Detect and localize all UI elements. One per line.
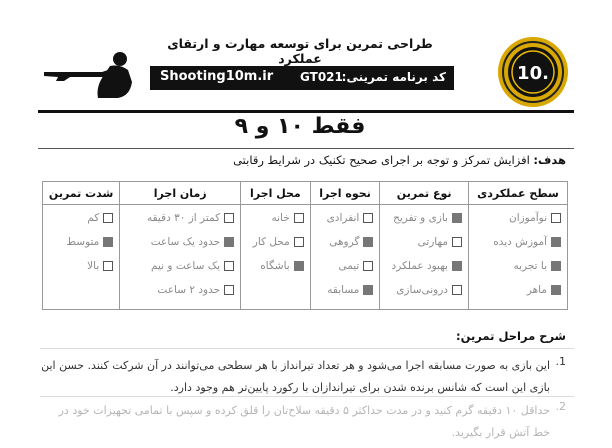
option-label: گروهی [329, 236, 360, 248]
unchecked-box-icon[interactable] [452, 285, 462, 295]
step-number: 2. [555, 400, 566, 413]
checked-box-icon[interactable] [452, 213, 462, 223]
column-header: سطح عملکردی [468, 182, 567, 205]
option-label: ماهر [526, 284, 547, 296]
column-options [241, 205, 311, 310]
option-label: انفرادی [326, 212, 360, 224]
target-logo-icon [497, 36, 569, 108]
page-title: فقط ۱۰ و ۹ [234, 114, 366, 139]
checked-box-icon[interactable] [363, 285, 373, 295]
step-1-line-2: بازی این است که شانس برنده شدن برای تیراندازان با رکورد پایین‌تر هم وجود دارد. [170, 381, 550, 394]
option-item[interactable] [384, 233, 462, 257]
step-2-line-2: خط آتش قرار بگیرید. [451, 426, 550, 439]
option-item[interactable] [245, 209, 304, 233]
step-number: 1. [555, 355, 566, 368]
option-label: یک ساعت و نیم [151, 260, 221, 272]
option-item[interactable] [473, 281, 561, 305]
goal-label: هدف: [533, 153, 566, 167]
title-rule-bottom [38, 148, 574, 149]
option-label: تیمی [338, 260, 360, 272]
divider [40, 348, 574, 349]
unchecked-box-icon[interactable] [103, 261, 113, 271]
column-header: شدت تمرین [43, 182, 120, 205]
option-item[interactable] [245, 233, 304, 257]
option-item[interactable] [47, 233, 113, 257]
option-label: مسابقه [327, 284, 360, 296]
shooter-silhouette-icon [40, 48, 150, 100]
option-item[interactable] [47, 209, 113, 233]
option-item[interactable] [473, 233, 561, 257]
option-label: خانه [271, 212, 290, 224]
column-header: محل اجرا [241, 182, 311, 205]
program-code-value: GT021 [300, 70, 343, 84]
option-item[interactable] [384, 257, 462, 281]
step-2 [46, 400, 566, 444]
option-label: متوسط [66, 236, 100, 248]
unchecked-box-icon[interactable] [294, 237, 304, 247]
column-options [380, 205, 469, 310]
checked-box-icon[interactable] [551, 237, 561, 247]
option-label: باشگاه [260, 260, 290, 272]
column-header: نحوه اجرا [310, 182, 380, 205]
logo-text: 10. [517, 63, 549, 84]
checked-box-icon[interactable] [551, 261, 561, 271]
option-item[interactable] [315, 209, 374, 233]
option-label: بازی و تفریح [393, 212, 448, 224]
option-item[interactable] [384, 209, 462, 233]
training-attributes-table [42, 181, 568, 310]
option-label: کمتر از ۳۰ دقیقه [146, 212, 221, 224]
checked-box-icon[interactable] [452, 261, 462, 271]
option-label: درونی‌سازی [396, 284, 448, 296]
option-label: با تجربه [513, 260, 547, 272]
option-label: محل کار [252, 236, 290, 248]
option-label: کم [87, 212, 100, 224]
option-label: آموزش دیده [493, 236, 547, 248]
goal-text: افزایش تمرکز و توجه بر اجرای صحیح تکنیک در شرایط رقابتی [233, 153, 530, 167]
option-item[interactable] [315, 281, 374, 305]
steps-heading: شرح مراحل تمرین: [456, 329, 566, 343]
checked-box-icon[interactable] [103, 237, 113, 247]
option-label: بالا [87, 260, 100, 272]
goal-line [233, 153, 566, 167]
checked-box-icon[interactable] [224, 237, 234, 247]
unchecked-box-icon[interactable] [103, 213, 113, 223]
unchecked-box-icon[interactable] [363, 261, 373, 271]
option-label: بهبود عملکرد [391, 260, 448, 272]
column-options [468, 205, 567, 310]
step-1 [41, 355, 566, 399]
checked-box-icon[interactable] [363, 237, 373, 247]
option-item[interactable] [47, 257, 113, 281]
divider [40, 396, 574, 397]
title-rule-top [38, 110, 574, 113]
header-title: طراحی تمرین برای توسعه مهارت و ارتقای عملکرد [167, 36, 433, 66]
option-item[interactable] [473, 209, 561, 233]
column-options [43, 205, 120, 310]
option-item[interactable] [315, 257, 374, 281]
option-label: حدود ۲ ساعت [157, 284, 221, 296]
column-options [310, 205, 380, 310]
program-code-label: کد برنامه تمرینی: [341, 70, 446, 84]
program-code-bar [150, 66, 454, 90]
step-1-line-1: این بازی به صورت مسابقه اجرا می‌شود و هر تعداد تیرانداز با هر سطحی می‌توانند در آن شرکت کنند. حسن این [41, 359, 550, 372]
option-item[interactable] [384, 281, 462, 305]
option-label: نوآموزان [508, 212, 547, 224]
step-2-line-1: حداقل ۱۰ دقیقه گرم کنید و در مدت حداکثر ۵ دقیقه سلاح‌تان را قلق کرده و سپس با تمامی تجهیزات خود در [58, 404, 550, 417]
option-item[interactable] [124, 233, 234, 257]
unchecked-box-icon[interactable] [224, 213, 234, 223]
column-header: زمان اجرا [120, 182, 241, 205]
unchecked-box-icon[interactable] [551, 213, 561, 223]
option-item[interactable] [473, 257, 561, 281]
option-item[interactable] [124, 281, 234, 305]
checked-box-icon[interactable] [294, 261, 304, 271]
unchecked-box-icon[interactable] [224, 285, 234, 295]
option-item[interactable] [245, 257, 304, 281]
option-item[interactable] [315, 233, 374, 257]
unchecked-box-icon[interactable] [224, 261, 234, 271]
column-header: نوع تمرین [380, 182, 469, 205]
column-options [120, 205, 241, 310]
unchecked-box-icon[interactable] [363, 213, 373, 223]
site-name: Shooting10m.ir [160, 69, 274, 84]
option-item[interactable] [124, 257, 234, 281]
option-label: حدود یک ساعت [150, 236, 221, 248]
option-label: مهارتی [417, 236, 448, 248]
unchecked-box-icon[interactable] [294, 213, 304, 223]
option-item[interactable] [124, 209, 234, 233]
unchecked-box-icon[interactable] [452, 237, 462, 247]
checked-box-icon[interactable] [551, 285, 561, 295]
